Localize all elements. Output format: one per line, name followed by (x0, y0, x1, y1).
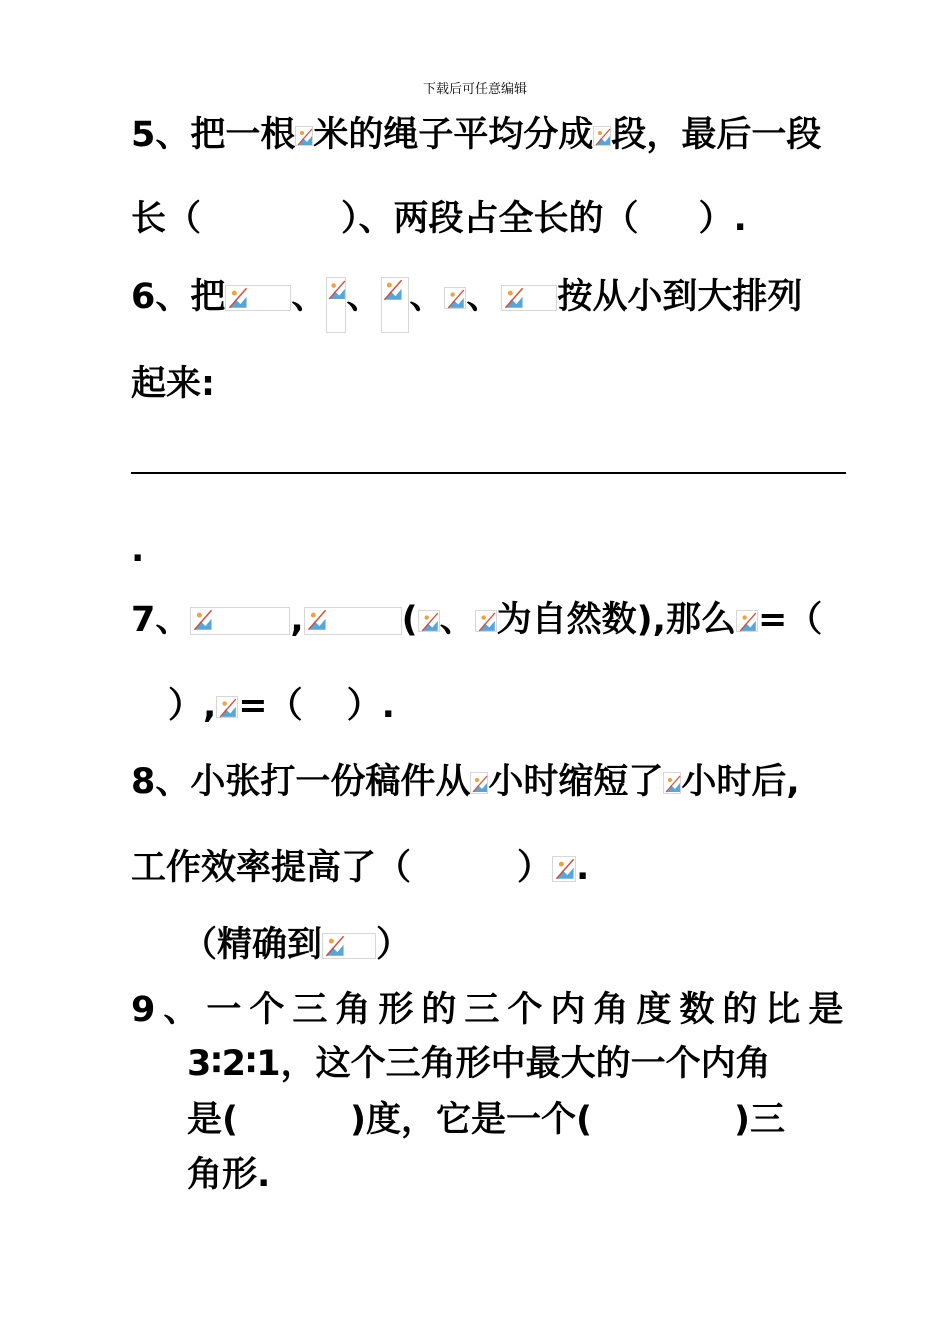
q5-text: 米的绳子平均分成 (313, 115, 594, 155)
q5-text: 5、把一根 (131, 115, 296, 155)
q8-line-2 (131, 846, 589, 890)
broken-image-icon (418, 610, 440, 632)
separator: 、 (291, 277, 327, 317)
q8-text: 8、小张打一份稿件从 (131, 762, 471, 802)
broken-image-icon (736, 610, 758, 632)
q7-text: ）. (346, 686, 395, 726)
q8-text: 小时后, (681, 762, 800, 802)
broken-image-icon (304, 607, 402, 635)
q6-text: 按从小到大排列 (557, 277, 803, 317)
q9-text: )度，它是一个( (350, 1100, 592, 1140)
broken-image-icon (322, 933, 376, 959)
broken-image-icon (326, 277, 346, 333)
q9-text: )三 (734, 1100, 785, 1140)
q7-text: =（ (238, 686, 303, 726)
q5-line-2 (131, 197, 747, 241)
q7-text: , (290, 600, 304, 640)
q9-line-2: 3∶2∶1，这个三角形中最大的一个内角 (187, 1044, 771, 1084)
broken-image-icon (444, 287, 466, 309)
page-header: 下载后可任意编辑 (422, 82, 527, 97)
answer-line (131, 472, 846, 474)
q9-line-3 (187, 1098, 785, 1142)
q7-line-1 (131, 598, 822, 642)
broken-image-icon (216, 696, 238, 718)
separator: 、 (439, 600, 475, 640)
broken-image-icon (552, 856, 576, 882)
q8-text: （精确到 (182, 925, 323, 965)
q6-line-2: 起来: (131, 364, 215, 404)
q5-text: 长（ (131, 199, 202, 239)
q8-line-3 (182, 923, 411, 967)
q6-line-3: . (131, 530, 145, 570)
q5-text: 段，最后一段 (611, 115, 822, 155)
q8-line-1 (131, 760, 800, 804)
q9-line-4: 角形. (187, 1155, 271, 1195)
separator: 、 (466, 277, 502, 317)
broken-image-icon (295, 126, 313, 146)
q7-text: =（ (757, 600, 823, 640)
q8-text: ） (376, 925, 412, 965)
q5-text: ）、两段占全长的（ (341, 199, 639, 239)
q8-text: . (576, 848, 590, 888)
broken-image-icon (475, 610, 497, 632)
q9-line-1: 9、一个三角形的三个内角度数的比是 (131, 990, 852, 1030)
q6-text: 6、把 (131, 277, 226, 317)
broken-image-icon (381, 277, 409, 333)
q8-text: ） (517, 848, 553, 888)
broken-image-icon (190, 607, 290, 635)
broken-image-icon (501, 285, 557, 311)
q8-text: 工作效率提高了（ (131, 848, 412, 888)
q7-text: ）, (168, 686, 217, 726)
q7-text: 7、 (131, 600, 191, 640)
separator: 、 (346, 277, 382, 317)
q9-text: 是( (187, 1100, 238, 1140)
broken-image-icon (663, 772, 681, 794)
q7-line-2 (168, 684, 395, 728)
broken-image-icon (225, 285, 291, 311)
separator: 、 (409, 277, 445, 317)
q5-line-1 (131, 113, 821, 157)
q7-text: ( (401, 600, 418, 640)
q8-text: 小时缩短了 (488, 762, 664, 802)
q6-line-1 (131, 275, 802, 333)
broken-image-icon (593, 126, 611, 146)
q5-text: ）. (698, 199, 747, 239)
broken-image-icon (470, 772, 488, 794)
q7-text: 为自然数),那么 (496, 600, 736, 640)
